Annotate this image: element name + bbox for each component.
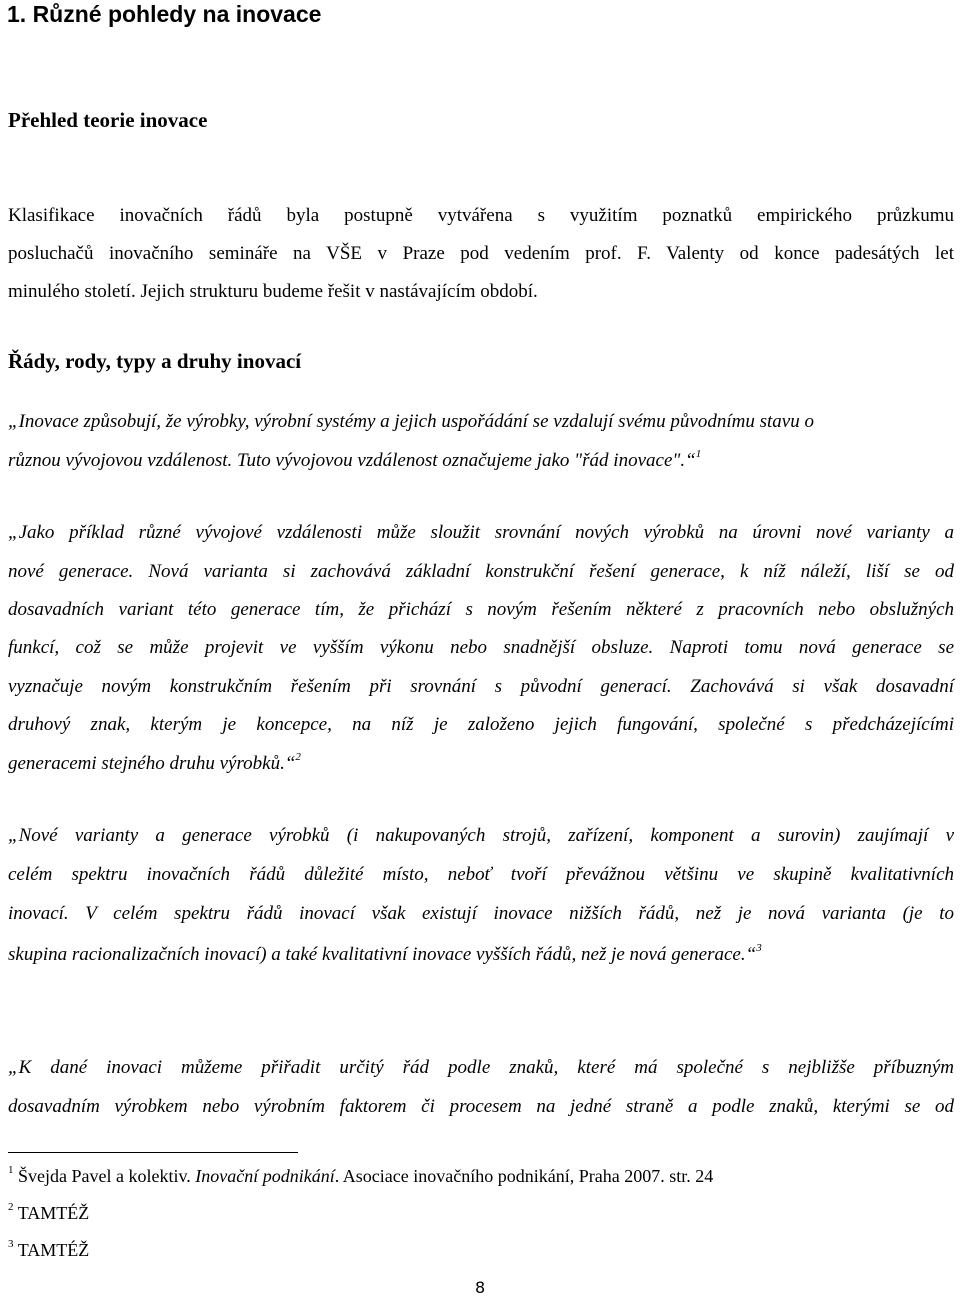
- page-number: 8: [475, 1278, 486, 1297]
- quote-line: generacemi stejného druhu výrobků.“$^2$: [8, 751, 301, 774]
- cited-title: Inovační podnikání: [195, 1166, 335, 1186]
- quote-line: „Jako příklad různé vývojové vzdálenosti může sloužit srovnání nových výrobků na úrovni nové varianty a: [8, 522, 954, 543]
- footnote-3: $^3$ TAMTÉŽ: [8, 1238, 90, 1260]
- paragraph-line: Klasifikace inovačních řádů byla postupně vytvářena s využitím poznatků empirického průzkumu: [8, 205, 954, 226]
- paragraph-line: posluchačů inovačního semináře na VŠE v Praze pod vedením prof. F. Valenty od konce padesátých let: [8, 243, 954, 264]
- quote-line: „Nové varianty a generace výrobků (i nakupovaných strojů, zařízení, komponent a surovin) zaujímají v: [8, 825, 954, 846]
- quote-line: různou vývojovou vzdálenost. Tuto vývojovou vzdálenost označujeme jako "řád inovace".“$^1$: [8, 448, 702, 471]
- quote-line: dosavadních variant této generace tím, že přichází s novým řešením některé z pracovních nebo obslužných: [8, 599, 954, 620]
- chapter-heading: 1. Různé pohledy na inovace: [7, 1, 322, 27]
- footnote-number: 3: [8, 1238, 14, 1250]
- footnote-number: 2: [8, 1201, 14, 1213]
- paragraph-line: minulého století. Jejich strukturu budeme řešit v nastávajícím období.: [8, 281, 538, 302]
- section-heading: Přehled teorie inovace: [8, 108, 208, 132]
- footnote-1: $^1$ Švejda Pavel a kolektiv. Inovační podnikání. Asociace inovačního podnikání, Praha 2007. str. 24: [8, 1164, 714, 1186]
- quote-line: „Inovace způsobují, že výrobky, výrobní systémy a jejich uspořádání se vzdalují svému původnímu stavu o: [8, 411, 814, 432]
- quote-line: funkcí, což se může projevit ve vyšším výkonu nebo snadnější obsluze. Naproti tomu nová generace se: [8, 637, 954, 658]
- quote-line: nové generace. Nová varianta si zachovává základní konstrukční řešení generace, k níž náleží, liší se od: [8, 561, 954, 582]
- footnote-separator: [8, 1152, 298, 1153]
- footnote-2: $^2$ TAMTÉŽ: [8, 1201, 90, 1223]
- quote-line: inovací. V celém spektru řádů inovací však existují inovace nižších řádů, než je nová varianta (je to: [8, 903, 954, 924]
- quote-line: celém spektru inovačních řádů důležité místo, neboť tvoří převážnou většinu ve skupině kvalitativních: [8, 864, 954, 885]
- footnote-number: 1: [8, 1164, 14, 1176]
- quote-line: skupina racionalizačních inovací) a také kvalitativní inovace vyšších řádů, než je nová generace.“$^3$: [8, 942, 762, 965]
- quote-line: „K dané inovaci můžeme přiřadit určitý řád podle znaků, které má společné s nejbližše příbuzným: [8, 1057, 954, 1078]
- footnote-ref: 3: [756, 942, 762, 954]
- subsection-heading: Řády, rody, typy a druhy inovací: [8, 349, 302, 373]
- quote-line: druhový znak, kterým je koncepce, na níž je založeno jejich fungování, společné s předcházejícími: [8, 714, 954, 735]
- footnote-ref: 2: [295, 751, 301, 763]
- footnote-ref: 1: [695, 448, 702, 460]
- quote-line: dosavadním výrobkem nebo výrobním faktorem či procesem na jedné straně a podle znaků, kterými se od: [8, 1096, 954, 1117]
- quote-line: vyznačuje novým konstrukčním řešením při srovnání s původní generací. Zachovává si však dosavadní: [8, 676, 954, 697]
